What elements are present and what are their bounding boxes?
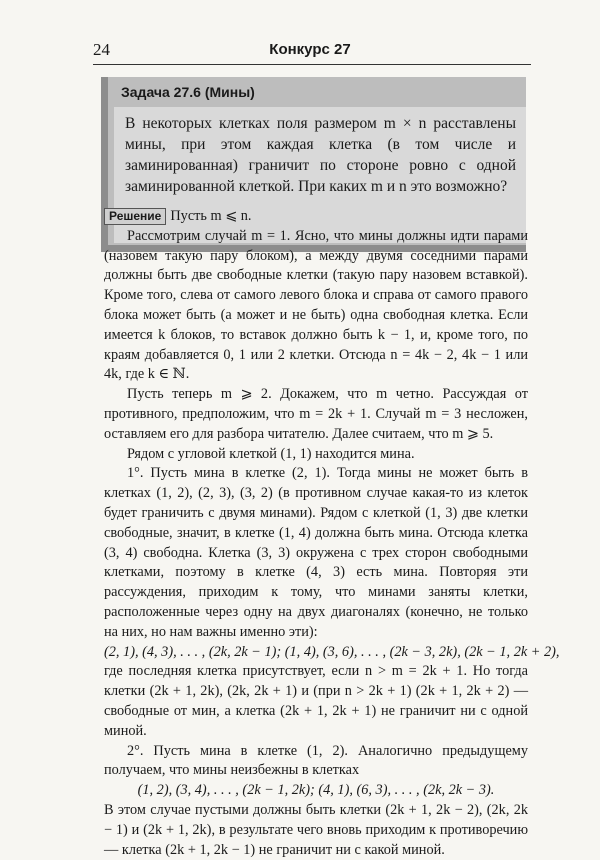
paragraph-contradiction-2: В этом случае пустыми должны быть клетки (2k + 1, 2k − 2), (2k, 2k − 1) и (2k + 1, 2k), в результате чего вновь приходим к противоречию — клетка (2k + 1, 2k − 1) не граничит ни с какой миной. xyxy=(104,801,528,858)
page-header xyxy=(93,40,527,60)
solution-intro-text: Пусть m ⩽ n. xyxy=(170,208,252,224)
paragraph-case-m1: Рассмотрим случай m = 1. Ясно, что мины должны идти парами (назовем такую пару блоком), а между двумя соседними парами должны быть две свободные клетки (такую пару назовем вставкой). Кроме того, слева от самого левого блока и справа от самого правого блока может быть (а может и не быть) одна свободная клетка. Если имеется k блоков, то вставок должно быть k − 1, и, кроме того, по краям добавляется 0, 1 или 2 клетки. Отсюда n = 4k − 2, 4k − 1 или 4k, где k ∈ ℕ. xyxy=(104,227,528,383)
formula-diagonals-2: (1, 2), (3, 4), . . . , (2k − 1, 2k); (4, 1), (6, 3), . . . , (2k, 2k − 3). xyxy=(137,782,495,799)
problem-statement: В некоторых клетках поля размером m × n расставлены мины, при этом каждая клетка (в том числе и заминированная) граничит по стороне ровно с одной заминированной клеткой. При каких m и n это возможно? xyxy=(114,107,526,243)
page-number: 24 xyxy=(93,40,110,59)
problem-title: Задача 27.6 (Мины) xyxy=(121,84,255,100)
paragraph-contradiction-1: где последняя клетка присутствует, если n > m = 2k + 1. Но тогда клетки (2k + 1, 2k), (2k, 2k + 1) и (при n > 2k + 1) (2k + 1, 2k + 2) — свободные от мин, а клетка (2k + 1, 2k + 1) не граничит ни с одной миной. xyxy=(104,663,528,739)
solution-label: Решение xyxy=(104,208,166,225)
header-rule xyxy=(93,64,531,65)
formula-diagonals-1: (2, 1), (4, 3), . . . , (2k, 2k − 1); (1, 4), (3, 6), . . . , (2k − 3, 2k), (2k − 1, 2k + 2), xyxy=(104,643,560,660)
paragraph-case-2: 2°. Пусть мина в клетке (1, 2). Аналогично предыдущему получаем, что мины неизбежны в клетках xyxy=(104,742,528,779)
solution-intro xyxy=(104,207,528,227)
running-title: Конкурс 27 xyxy=(269,41,351,58)
solution-section xyxy=(104,207,560,860)
paragraph-m-even: Пусть теперь m ⩾ 2. Докажем, что m четно. Рассуждая от противного, предположим, что m = 2k + 1. Случай m = 3 несложен, оставляем его для разбора читателю. Далее считаем, что m ⩾ 5. xyxy=(104,386,528,442)
paragraph-case-1: 1°. Пусть мина в клетке (2, 1). Тогда мины не может быть в клетках (1, 2), (2, 3), (3, 2) (в противном случае какая-то из клеток будет граничить с двумя минами). Рядом с клеткой (1, 3) две клетки свободные, значит, в клетке (1, 4) должна быть мина. Отсюда клетка (3, 4) свободна. Клетка (3, 3) окружена с трех сторон свободными клетками, поэтому в клетке (4, 3) есть мина. Повторяя эти рассуждения, приходим к тому, что минами заняты клетки, расположенные через одну на двух диагоналях (конечно, не только на них, но нам важны именно эти): xyxy=(104,465,528,640)
paragraph-corner-mine: Рядом с угловой клеткой (1, 1) находится мина. xyxy=(127,445,415,462)
